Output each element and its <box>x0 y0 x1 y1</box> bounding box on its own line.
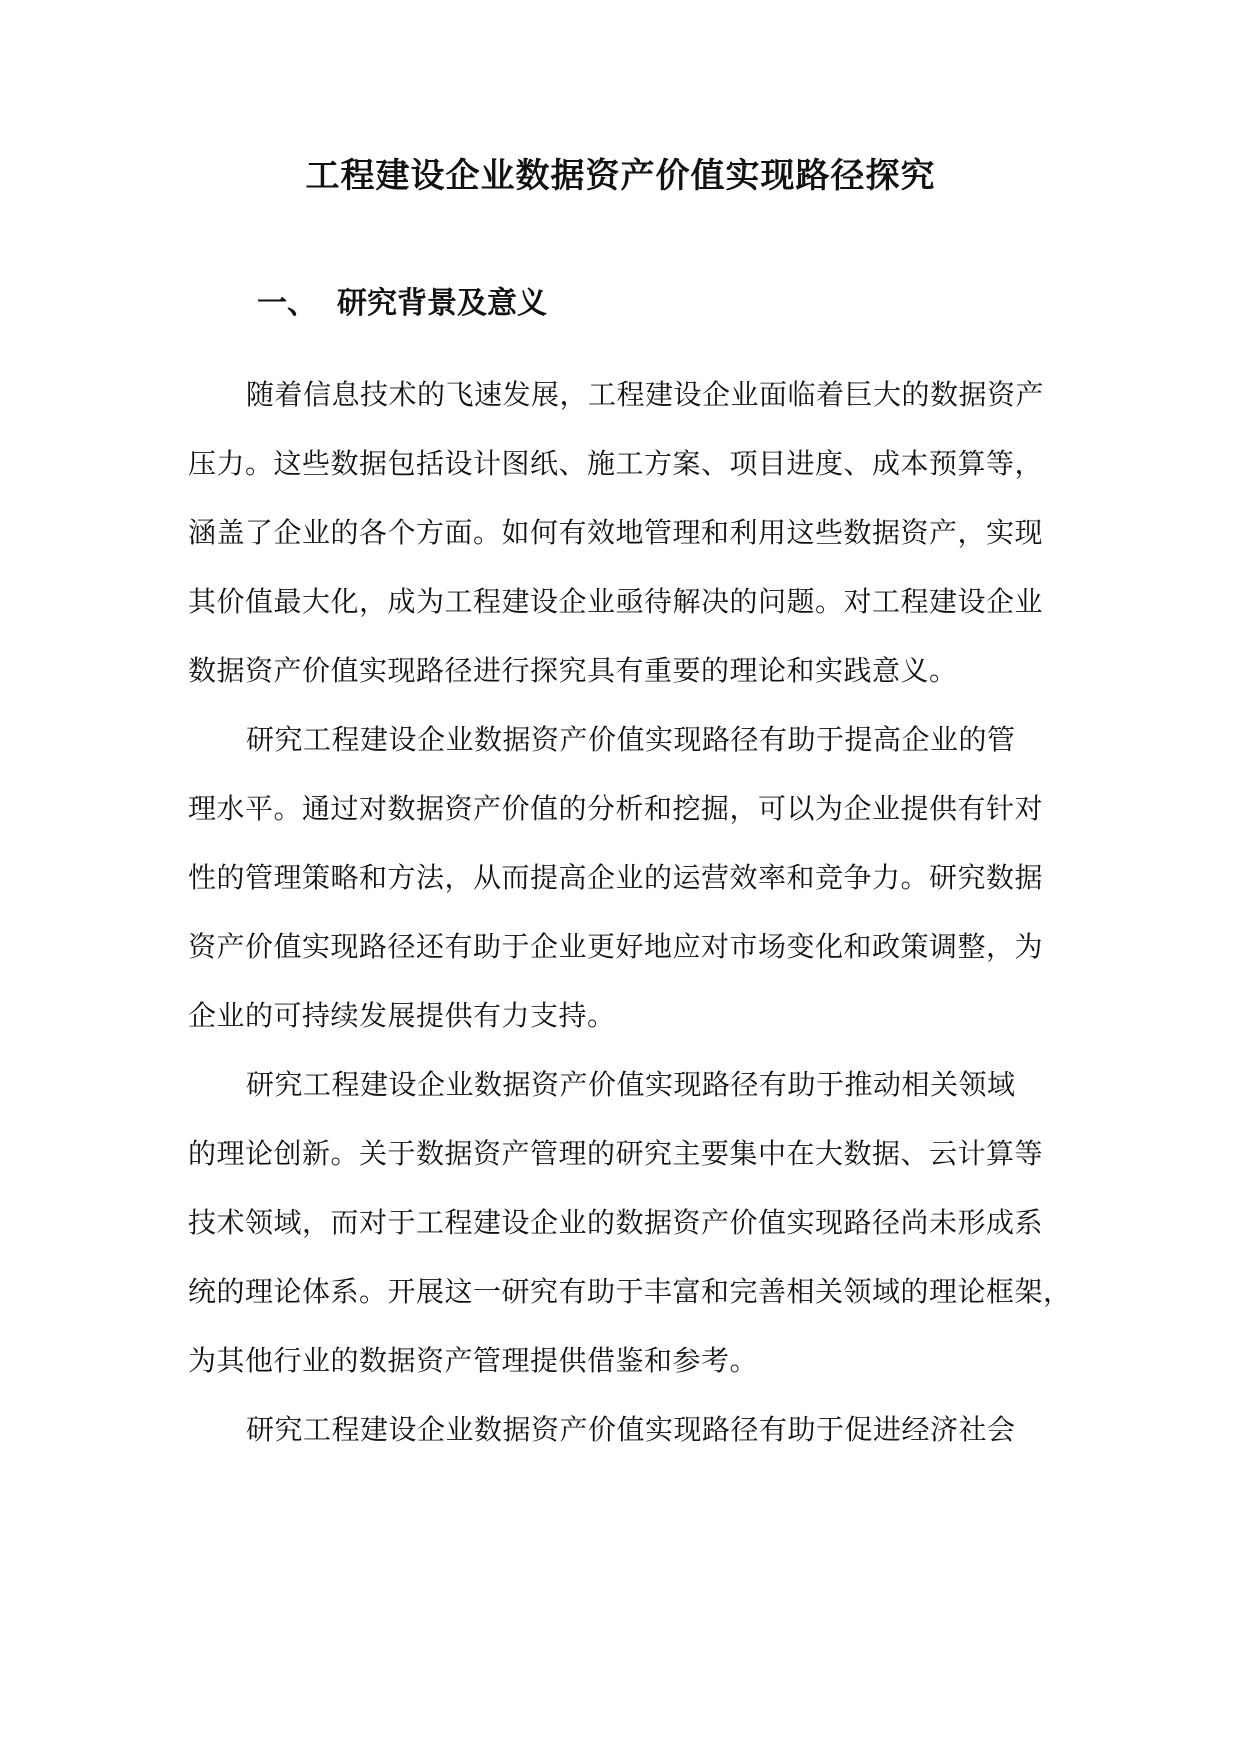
section-heading <box>257 278 547 330</box>
paragraph <box>188 360 1058 705</box>
text-line: 涵盖了企业的各个方面。如何有效地管理和利用这些数据资产，实现 <box>188 516 1044 549</box>
paragraph <box>188 1395 1058 1464</box>
text-line: 其价值最大化，成为工程建设企业亟待解决的问题。对工程建设企业 <box>188 585 1044 618</box>
text-line: 企业的可持续发展提供有力支持。 <box>188 999 616 1032</box>
text-line: 统的理论体系。开展这一研究有助于丰富和完善相关领域的理论框架， <box>188 1275 1072 1308</box>
paragraph <box>188 705 1058 1050</box>
text-line: 随着信息技术的飞速发展，工程建设企业面临着巨大的数据资产 <box>246 378 1045 411</box>
text-line: 为其他行业的数据资产管理提供借鉴和参考。 <box>188 1344 759 1377</box>
document-title: 工程建设企业数据资产价值实现路径探究 <box>305 156 936 196</box>
text-line: 的理论创新。关于数据资产管理的研究主要集中在大数据、云计算等 <box>188 1137 1044 1170</box>
text-line: 性的管理策略和方法，从而提高企业的运营效率和竞争力。研究数据 <box>188 861 1044 894</box>
paragraph <box>188 1050 1072 1395</box>
text-line: 理水平。通过对数据资产价值的分析和挖掘，可以为企业提供有针对 <box>188 792 1044 825</box>
text-line: 压力。这些数据包括设计图纸、施工方案、项目进度、成本预算等， <box>188 447 1044 480</box>
text-line: 研究工程建设企业数据资产价值实现路径有助于促进经济社会 <box>246 1413 1016 1446</box>
section-number: 一、 <box>257 286 317 321</box>
section-title: 研究背景及意义 <box>337 286 547 321</box>
text-line: 技术领域，而对于工程建设企业的数据资产价值实现路径尚未形成系 <box>188 1206 1044 1239</box>
text-line: 研究工程建设企业数据资产价值实现路径有助于推动相关领域 <box>246 1068 1016 1101</box>
text-line: 资产价值实现路径还有助于企业更好地应对市场变化和政策调整，为 <box>188 930 1044 963</box>
text-line: 研究工程建设企业数据资产价值实现路径有助于提高企业的管 <box>246 723 1016 756</box>
text-line: 数据资产价值实现路径进行探究具有重要的理论和实践意义。 <box>188 654 958 687</box>
body-text <box>188 360 1072 1464</box>
